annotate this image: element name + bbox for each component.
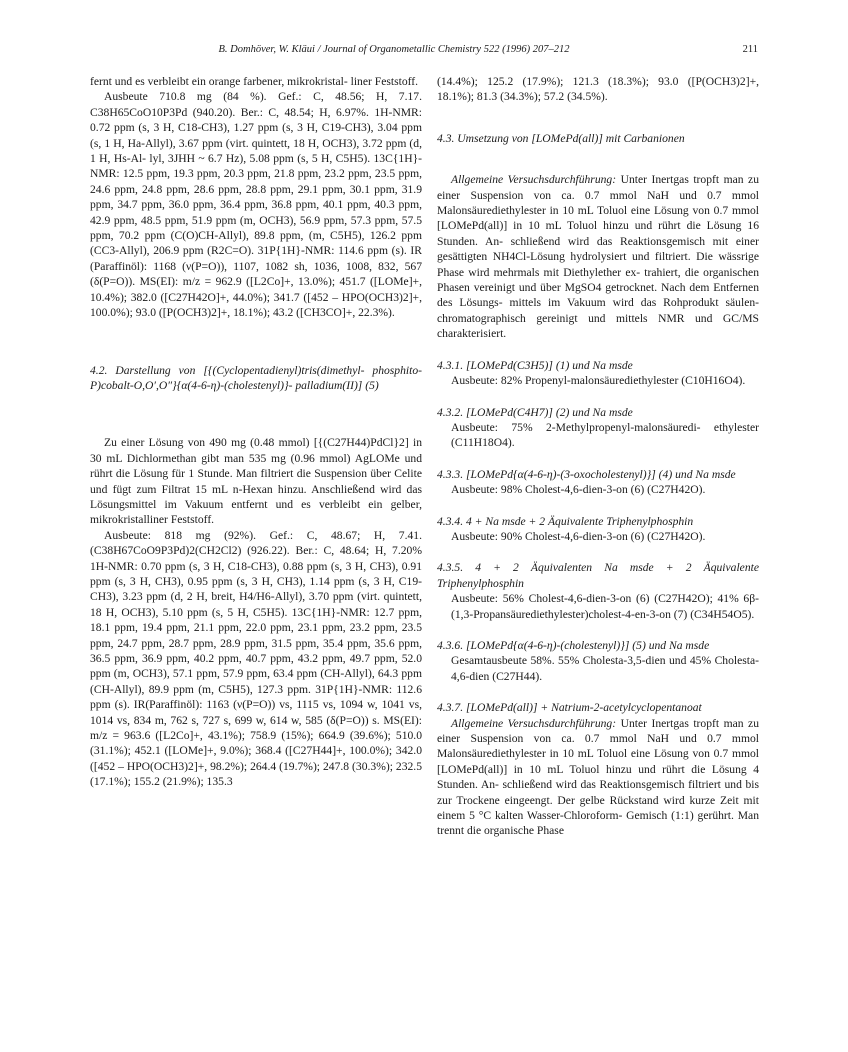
subsection-result: Gesamtausbeute 58%. 55% Cholesta-3,5-dien und 45% Cholesta-4,6-dien (C27H44). — [451, 654, 759, 683]
text: Unter Inertgas tropft man zu einer Suspension von ca. 0.7 mmol NaH und 0.7 mmol Malonsäurediethylester in 10 mL Toluol eine Lösung von 0.7 mmol [LOMePd(all)] in 10 mL Toluol hinzu und rührt die Lösung 16 Stunden. An- schließend wird das Reaktionsgemisch mit einer gesättigten NH4Cl-Lösung hydrolysiert und filtriert. Die wässrige Phase wird mehrmals mit Diethylether ex- trahiert, die organischen Phasen vereinigt und über MgSO4 getrocknet. Nach dem Entfernen des Lösungs- mittels im Vakuum wird das Rohprodukt säulen- chromatographisch gereinigt und mittels NMR und GC/MS charakterisiert. — [437, 173, 760, 341]
label: Allgemeine Versuchsdurchführung: — [451, 173, 617, 187]
paragraph: Zu einer Lösung von 490 mg (0.48 mmol) [{(C27H44)PdCl}2] in 30 mL Dichlormethan gibt man 535 mg (0.96 mmol) AgLOMe und rührt die Lösung für 1 Stunde. Man filtriert die Suspension über Celite und fügt zum Filtrat 15 mL n-Hexan hinzu. Anschließend wird das Lösungsmittel im Vakuum entfernt und es verbleibt ein gelber, mikrokristalliner Feststoff. — [90, 436, 422, 527]
subsection-result: Ausbeute: 90% Cholest-4,6-dien-3-on (6) (C27H42O). — [451, 529, 706, 543]
subsection-result: Ausbeute: 82% Propenyl-malonsäurediethylester (C10H16O4). — [451, 374, 746, 388]
label: Allgemeine Versuchsdurchführung: — [451, 716, 617, 730]
section-heading: 4.3. Umsetzung von [LOMePd(all)] mit Carbanionen — [437, 131, 685, 145]
page-number: 211 — [742, 44, 758, 55]
journal-citation: B. Domhöver, W. Kläui / Journal of Organometallic Chemistry 522 (1996) 207–212 — [218, 44, 570, 55]
paragraph: Ausbeute: 818 mg (92%). Gef.: C, 48.67; H, 7.41. (C38H67CoO9P3Pd)2(CH2Cl2) (926.22). Ber.: C, 48.64; H, 7.20% 1H-NMR: 0.70 ppm (s, 3 H, C18-CH3), 0.88 ppm (s, 3 H, CH3), 0.91 ppm (s, 3 H, CH3), 0.95 ppm (s, 3 H, CH3), 1.14 ppm (s, 3 H, C19-CH3), 3.23 ppm (d, 2 H, breit, H4/H6-Allyl), 3.70 ppm (virt. quintett, 18 H, OCH3), 5.10 ppm (s, 5 H, C5H5). 13C{1H}-NMR: 12.7 ppm, 18.1 ppm, 19.4 ppm, 21.1 ppm, 22.0 ppm, 23.1 ppm, 23.2 ppm, 23.5 ppm, 24.7 ppm, 28.7 ppm, 28.9 ppm, 31.5 ppm, 35.4 ppm, 35.6 ppm, 36.5 ppm, 36.9 ppm, 40.2 ppm, 40.7 ppm, 43.2 ppm, 49.7 ppm, 52.0 ppm (m, OCH3), 57.1 ppm, 57.9 ppm, 63.4 ppm (CH-Allyl), 64.3 ppm (CH-Allyl), 89.9 ppm (m, C5H5), 127.3 ppm. 31P{1H}-NMR: 112.6 ppm (s). IR(Paraffinöl): 1163 (ν(P=O)) vs, 1115 vs, 1094 w, 1041 vs, 1014 vs, 834 m, 762 s, 727 s, 699 w, 614 w, 585 (δ(P=O)) s. MS(EI): m/z = 963.6 ([L2Co]+, 43.1%); 758.9 (15%); 664.9 (39.6%); 510.0 (31.1%); 452.1 ([LOMe]+, 9.0%); 368.4 ([C27H44]+, 100.0%); 342.0 ([452 – HPO(OCH3)2]+, 98.2%); 264.4 (19.7%); 247.8 (30.3%); 232.5 (17.1%); 155.2 (21.9%); 135.3 — [90, 528, 422, 789]
paragraph: fernt und es verbleibt ein orange farbener, mikrokristal- liner Feststoff. — [90, 75, 419, 88]
subsection-result: Ausbeute: 98% Cholest-4,6-dien-3-on (6) (C27H42O). — [451, 483, 706, 497]
subsection-title: 4.3.7. [LOMePd(all)] + Natrium-2-acetylcyclopentanoat — [437, 701, 702, 715]
subsection-title: 4.3.2. [LOMePd(C4H7)] (2) und Na msde — [437, 405, 633, 419]
right-column — [437, 74, 759, 839]
paragraph: (14.4%); 125.2 (17.9%); 121.3 (18.3%); 93.0 ([P(OCH3)2]+, 18.1%); 81.3 (34.3%); 57.2 (34.5%). — [437, 75, 759, 104]
subsection-title: 4.3.1. [LOMePd(C3H5)] (1) und Na msde — [437, 358, 633, 372]
subsection-title: 4.3.4. 4 + Na msde + 2 Äquivalente Triphenylphosphin — [437, 514, 694, 528]
paragraph — [437, 172, 759, 341]
running-header — [90, 44, 758, 60]
subsection-result: Ausbeute: 56% Cholest-4,6-dien-3-on (6) (C27H42O); 41% 6β-(1,3-Propansäurediethylester)cholest-4-en-3-on (7) (C34H54O5). — [451, 592, 759, 621]
subsection-result: Ausbeute: 75% 2-Methylpropenyl-malonsäuredi- ethylester (C11H18O4). — [451, 420, 759, 450]
text: Unter Inertgas tropft man zu einer Suspension von ca. 0.7 mmol NaH und 0.7 mmol Malonsäurediethylester in 10 mL Toluol eine Lösung von 0.7 mmol [LOMePd(all)] in 10 mL Toluol hinzu und rührt die Lösung 4 Stunden. An- schließend wird das Reaktionsgemisch filtriert und bis zur Trockene eingeengt. Der gelbe Rückstand wird kurze Zeit mit einem 5 °C kalten Wasser-Chloroform- Gemisch (1:1) gerührt. Man trennt die organische Phase — [437, 716, 760, 838]
subsection-title: 4.3.6. [LOMePd{α(4-6-η)-(cholestenyl)}] (5) und Na msde — [437, 638, 710, 652]
subsection-title: 4.3.5. 4 + 2 Äquivalenten Na msde + 2 Äquivalente Triphenylphosphin — [437, 561, 759, 590]
section-heading: 4.2. Darstellung von [{(Cyclopentadienyl)tris(dimethyl- phosphito-P)cobalt-O,O′,O″}{α(4-6-η)-(cholestenyl)}- palladium(II)] (5) — [90, 363, 422, 392]
paragraph: Ausbeute 710.8 mg (84 %). Gef.: C, 48.56; H, 7.17. C38H65CoO10P3Pd (940.20). Ber.: C, 48.54; H, 6.97%. 1H-NMR: 0.72 ppm (s, 3 H, C18-CH3), 1.27 ppm (s, 3 H, C19-CH3), 3.04 ppm (s, 1 H, Ha-Allyl), 3.67 ppm (virt. quintett, 18 H, OCH3), 3.72 ppm (d, 1 H, Hs-Al- lyl, 3JHH ~ 6.7 Hz), 5.08 ppm (s, 5 H, C5H5). 13C{1H}- NMR: 12.5 ppm, 19.3 ppm, 20.3 ppm, 21.8 ppm, 23.2 ppm, 23.5 ppm, 24.6 ppm, 24.8 ppm, 28.6 ppm, 28.8 ppm, 29.1 ppm, 30.1 ppm, 31.9 ppm, 34.7 ppm, 36.0 ppm, 36.4 ppm, 36.8 ppm, 40.1 ppm, 40.3 ppm, 42.9 ppm, 48.5 ppm, 51.9 ppm (m, OCH3), 56.9 ppm, 57.3 ppm, 57.5 ppm, 70.2 ppm (C(O)CH-Allyl), 89.8 ppm, (m, C5H5), 126.2 ppm (CC3-Allyl), 206.9 ppm (R2C=O). 31P{1H}-NMR: 114.6 ppm (s). IR (Paraffinöl): 1168 (ν(P=O)), 1107, 1082 sh, 1036, 1008, 832, 567 (δ(P=O)). MS(EI): m/z = 962.9 ([L2Co]+, 13.0%); 451.7 ([LOMe]+, 10.4%); 382.0 ([C27H42O]+, 44.0%); 341.7 ([452 – HPO(OCH3)2]+, 100.0%); 93.0 ([P(OCH3)2]+, 18.1%); 43.2 ([CH3CO]+, 22.3%). — [90, 90, 422, 320]
paragraph — [437, 716, 759, 839]
subsection-title: 4.3.3. [LOMePd{α(4-6-η)-(3-oxocholestenyl)}] (4) und Na msde — [437, 467, 736, 481]
left-column — [90, 74, 422, 790]
